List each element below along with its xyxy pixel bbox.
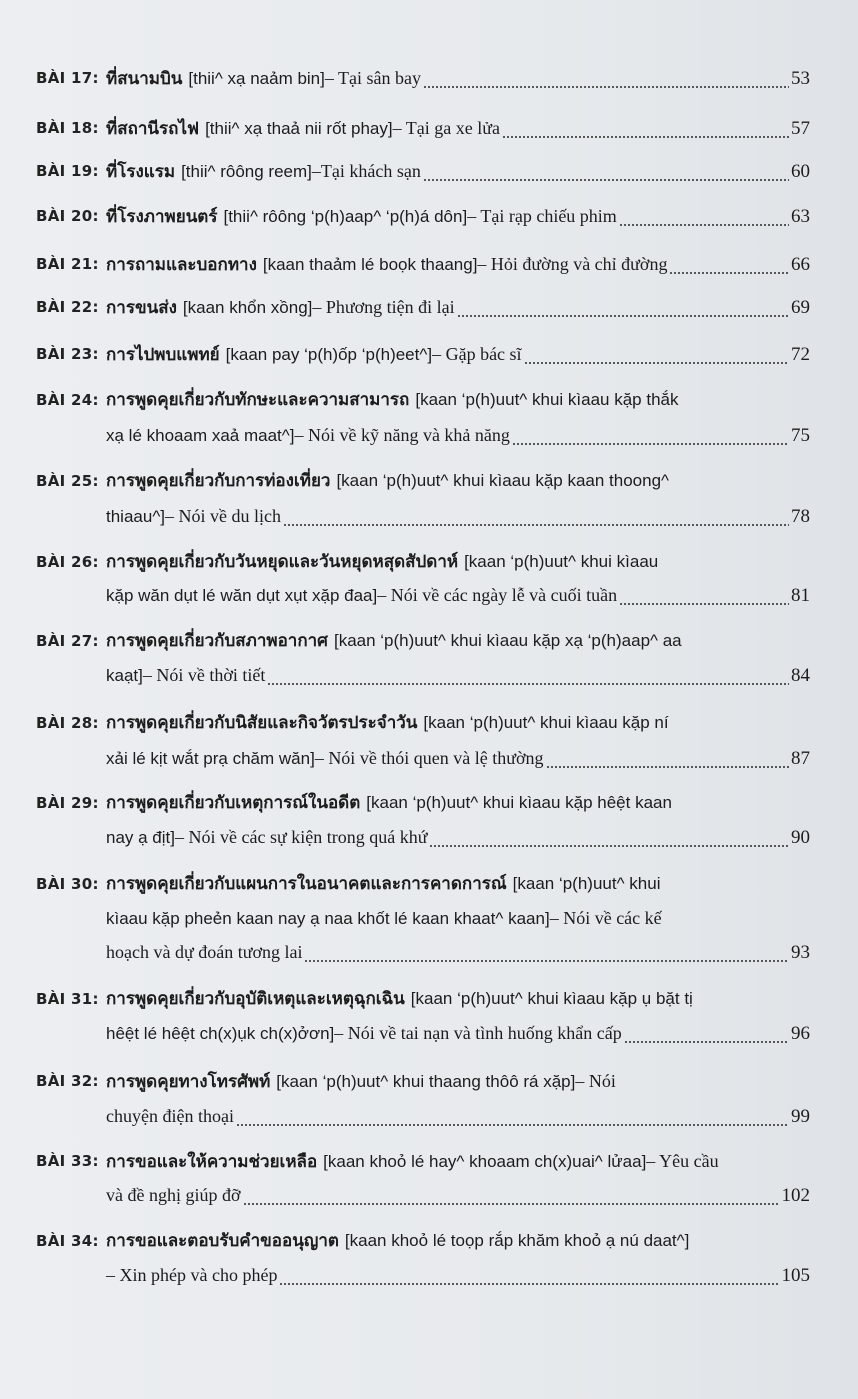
vietnamese-title: – Nói về thời tiết (142, 665, 266, 685)
vietnamese-title-cont: chuyện điện thoại (106, 1106, 234, 1126)
vietnamese-title-cont: hoạch và dự đoán tương lai (106, 942, 303, 962)
dot-leader (283, 511, 789, 529)
thai-title: การไปพบแพทย์ (106, 345, 220, 365)
lesson-label: BÀI 22: (36, 298, 99, 316)
lesson-label: BÀI 19: (36, 162, 99, 180)
transliteration: [kaan ‘p(h)uut^ khui kìaau (464, 552, 659, 571)
vietnamese-title: – Phương tiện đi lại (312, 297, 455, 317)
lesson-label: BÀI 21: (36, 255, 99, 273)
page-number: 84 (791, 665, 810, 686)
vietnamese-title: – Nói về các sự kiện trong quá khứ (175, 827, 428, 847)
vietnamese-title: – Tại rạp chiếu phim (467, 206, 617, 226)
lesson-label: BÀI 34: (36, 1232, 99, 1250)
thai-title: ที่สถานีรถไฟ (106, 119, 200, 139)
thai-title: การขอและตอบรับคำขออนุญาต (106, 1231, 339, 1251)
transliteration: [kaan ‘p(h)uut^ khui kìaau kặp ụ bặt tị (410, 989, 693, 1008)
lesson-label: BÀI 26: (36, 553, 99, 571)
page-number: 96 (791, 1023, 810, 1044)
page-number: 78 (791, 506, 810, 527)
dot-leader (524, 349, 789, 367)
transliteration: [kaan pay ‘p(h)ốp ‘p(h)eet^] (225, 345, 433, 364)
thai-title: การถามและบอกทาง (106, 255, 257, 275)
page-number: 75 (791, 425, 810, 446)
vietnamese-title: – Nói về kỹ năng và khả năng (294, 425, 510, 445)
thai-title: การขนส่ง (106, 298, 177, 318)
lesson-label: BÀI 27: (36, 632, 99, 650)
vietnamese-title: – Nói về tai nạn và tình huống khẩn cấp (334, 1023, 622, 1043)
transliteration: [kaan ‘p(h)uut^ khui kìaau kặp xạ ‘p(h)aap^ aa (333, 631, 682, 650)
page-number: 90 (791, 827, 810, 848)
dot-leader (423, 166, 789, 184)
page-number: 57 (791, 118, 810, 139)
thai-title: การพูดคุยเกี่ยวกับเหตุการณ์ในอดีต (106, 793, 361, 813)
lesson-label: BÀI 17: (36, 69, 99, 87)
lesson-label: BÀI 18: (36, 119, 99, 137)
transliteration-cont: nay ạ địt] (106, 828, 175, 847)
vietnamese-title: – Xin phép và cho phép (106, 1265, 278, 1285)
thai-title: การพูดคุยเกี่ยวกับสภาพอากาศ (106, 631, 328, 651)
vietnamese-title: – Yêu cầu (646, 1151, 719, 1171)
lesson-label: BÀI 20: (36, 207, 99, 225)
lesson-label: BÀI 28: (36, 714, 99, 732)
page-number: 87 (791, 748, 810, 769)
lesson-label: BÀI 23: (36, 345, 99, 363)
lesson-label: BÀI 24: (36, 391, 99, 409)
lesson-label: BÀI 33: (36, 1152, 99, 1170)
dot-leader (502, 123, 789, 141)
transliteration: [kaan ‘p(h)uut^ khui kìaau kặp ní (423, 713, 669, 732)
thai-title: การพูดคุยทางโทรศัพท์ (106, 1072, 271, 1092)
transliteration: [kaan ‘p(h)uut^ khui (512, 874, 661, 893)
transliteration-cont: kìaau kặp pheẻn kaan nay ạ naa khốt lé kaan khaat^ kaan] (106, 909, 550, 928)
thai-title: การพูดคุยเกี่ยวกับวันหยุดและวันหยุดหสุดสัปดาห์ (106, 552, 459, 572)
transliteration-cont: hêệt lé hêệt ch(x)ụk ch(x)ởơn] (106, 1024, 335, 1043)
transliteration: [kaan ‘p(h)uut^ khui kìaau kặp kaan thoong^ (336, 471, 670, 490)
thai-title: การพูดคุยเกี่ยวกับการท่องเที่ยว (106, 471, 331, 491)
dot-leader (619, 211, 789, 229)
dot-leader (457, 302, 789, 320)
page-number: 66 (791, 254, 810, 275)
page-number: 60 (791, 161, 810, 182)
page-number: 93 (791, 942, 810, 963)
page-number: 105 (781, 1265, 810, 1286)
vietnamese-title: – Nói về du lịch (165, 506, 282, 526)
dot-leader (243, 1190, 780, 1208)
vietnamese-title-cont: và đề nghị giúp đỡ (106, 1185, 241, 1205)
page-number: 53 (791, 68, 810, 89)
dot-leader (304, 947, 789, 965)
lesson-label: BÀI 32: (36, 1072, 99, 1090)
transliteration: [thii^ xạ naảm bin] (188, 69, 325, 88)
transliteration: [thii^ rôông ‘p(h)aap^ ‘p(h)á dôn] (223, 207, 468, 226)
dot-leader (512, 430, 789, 448)
dot-leader (669, 259, 789, 277)
page-number: 81 (791, 585, 810, 606)
page-number: 102 (781, 1185, 810, 1206)
transliteration-cont: xải lé kịt wắt prạ chăm wăn] (106, 749, 315, 768)
thai-title: ที่โรงภาพยนตร์ (106, 207, 218, 227)
lesson-label: BÀI 25: (36, 472, 99, 490)
transliteration: [kaan khổn xồng] (182, 298, 313, 317)
vietnamese-title: – Nói về các ngày lễ và cuối tuần (377, 585, 618, 605)
transliteration: [kaan ‘p(h)uut^ khui kìaau kặp hêệt kaan (366, 793, 672, 812)
lesson-label: BÀI 31: (36, 990, 99, 1008)
lesson-label: BÀI 29: (36, 794, 99, 812)
transliteration: [kaan thaảm lé boọk thaang] (262, 255, 478, 274)
vietnamese-title: – Hỏi đường và chỉ đường (477, 254, 668, 274)
page-number: 69 (791, 297, 810, 318)
dot-leader (619, 590, 789, 608)
dot-leader (624, 1028, 789, 1046)
transliteration-cont: thiaau^] (106, 507, 166, 526)
dot-leader (236, 1111, 789, 1129)
lesson-label: BÀI 30: (36, 875, 99, 893)
thai-title: การขอและให้ความช่วยเหลือ (106, 1152, 318, 1172)
vietnamese-title: – Tại ga xe lửa (392, 118, 500, 138)
vietnamese-title: – Nói về thói quen và lệ thường (314, 748, 544, 768)
vietnamese-title: – Nói về các kế (549, 908, 662, 928)
transliteration: [kaan ‘p(h)uut^ khui kìaau kặp thắk (415, 390, 679, 409)
transliteration: [kaan khoỏ lé hay^ khoaam ch(x)uai^ lửaa] (323, 1152, 647, 1171)
thai-title: ที่โรงแรม (106, 162, 176, 182)
dot-leader (267, 670, 789, 688)
dot-leader (423, 73, 789, 91)
page-number: 72 (791, 344, 810, 365)
transliteration-cont: kaạt] (106, 666, 143, 685)
vietnamese-title: –Tại khách sạn (311, 161, 421, 181)
transliteration-cont: kặp wăn dụt lé wăn dụt xụt xặp đaa] (106, 586, 378, 605)
dot-leader (546, 753, 789, 771)
dot-leader (279, 1270, 779, 1288)
vietnamese-title: – Tại sân bay (324, 68, 422, 88)
page-number: 99 (791, 1106, 810, 1127)
vietnamese-title: – Gặp bác sĩ (432, 344, 522, 364)
vietnamese-title: – Nói (575, 1071, 616, 1091)
transliteration: [kaan khoỏ lé toọp rắp khăm khoỏ ạ nú daat^] (344, 1231, 690, 1250)
thai-title: การพูดคุยเกี่ยวกับแผนการในอนาคตและการคาดการณ์ (106, 874, 507, 894)
dot-leader (429, 832, 789, 850)
thai-title: การพูดคุยเกี่ยวกับนิสัยและกิจวัตรประจำวัน (106, 713, 418, 733)
transliteration: [kaan ‘p(h)uut^ khui thaang thôô rá xặp] (276, 1072, 576, 1091)
transliteration: [thii^ rôông reem] (181, 162, 312, 181)
page-number: 63 (791, 206, 810, 227)
thai-title: การพูดคุยเกี่ยวกับทักษะและความสามารถ (106, 390, 410, 410)
transliteration-cont: xạ lé khoaam xaả maat^] (106, 426, 295, 445)
transliteration: [thii^ xạ thaả nii rốt phay] (205, 119, 393, 138)
thai-title: การพูดคุยเกี่ยวกับอุบัติเหตุและเหตุฉุกเฉิน (106, 989, 405, 1009)
thai-title: ที่สนามบิน (106, 69, 183, 89)
